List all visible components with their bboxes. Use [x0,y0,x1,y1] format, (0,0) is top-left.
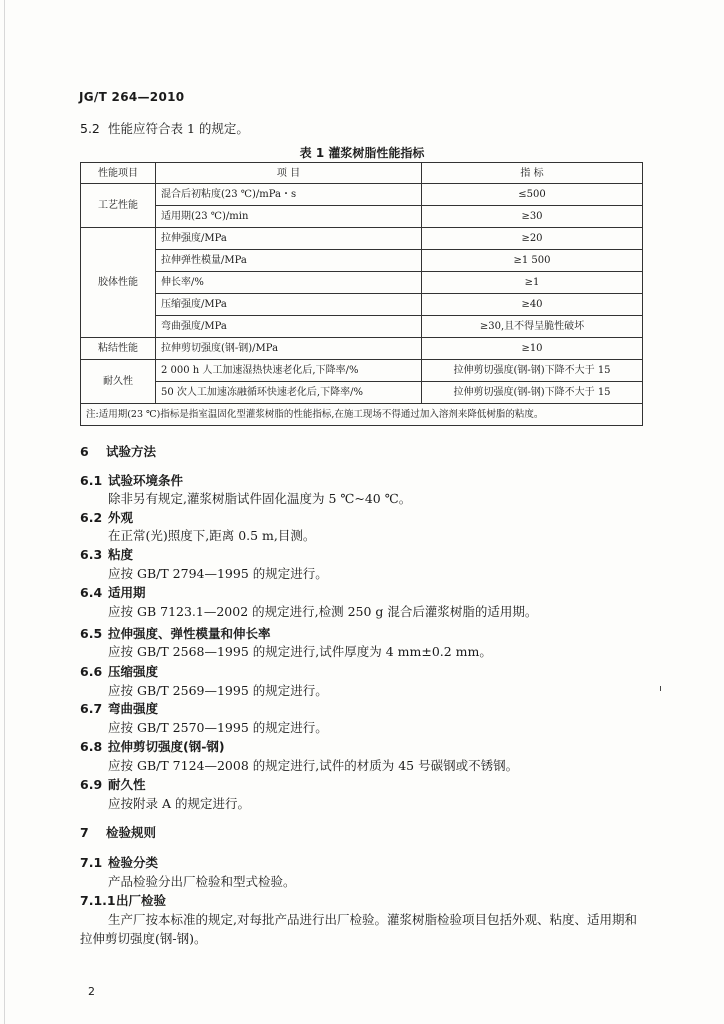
clause-6-6-heading [80,664,158,680]
clause-title: 拉伸剪切强度(钢-钢) [108,739,225,754]
section-title: 试验方法 [106,444,157,459]
clause-6-4-text: 应按 GB 7123.1—2002 的规定进行,检测 250 g 混合后灌浆树脂的适用期。 [108,604,538,619]
value-cell: ≥20 [422,228,643,250]
clause-title: 压缩强度 [108,664,159,679]
category-cell: 胶体性能 [81,228,156,338]
item-cell: 混合后初粘度(23 ℃)/mPa・s [156,184,422,206]
table-row [81,316,643,338]
clause-title: 检验分类 [108,855,159,870]
clause-6-9-heading [80,777,146,793]
table-row [81,250,643,272]
clause-6-8-text: 应按 GB/T 7124—2008 的规定进行,试件的材质为 45 号碳钢或不锈钢。 [108,758,519,773]
clause-title: 弯曲强度 [108,701,159,716]
table-row [81,184,643,206]
clause-5-2 [80,121,249,137]
table-row [81,272,643,294]
clause-6-9-text: 应按附录 A 的规定进行。 [108,796,250,811]
section-6-heading [80,444,156,460]
item-cell: 拉伸弹性模量/MPa [156,250,422,272]
page-number: 2 [88,985,95,998]
clause-6-1-heading [80,473,183,489]
clause-6-5-heading [80,626,271,642]
clause-number: 6.7 [80,701,103,716]
clause-6-1-text: 除非另有规定,灌浆树脂试件固化温度为 5 ℃~40 ℃。 [108,491,412,506]
table-header-row [81,163,643,184]
item-cell: 弯曲强度/MPa [156,316,422,338]
value-cell: ≤500 [422,184,643,206]
clause-number: 7.1.1 [80,893,116,908]
clause-number: 7.1 [80,855,103,870]
item-cell: 拉伸剪切强度(钢-钢)/MPa [156,338,422,360]
table-note-row [81,404,643,426]
clause-6-3-text: 应按 GB/T 2794—1995 的规定进行。 [108,566,328,581]
clause-7-1-heading [80,855,158,871]
clause-number: 6.6 [80,664,103,679]
clause-number: 6.3 [80,547,103,562]
clause-number: 6.8 [80,739,103,754]
clause-number: 6.9 [80,777,103,792]
clause-6-7-text: 应按 GB/T 2570—1995 的规定进行。 [108,720,328,735]
section-title: 检验规则 [106,825,157,840]
table-row [81,360,643,382]
clause-6-2-heading [80,510,133,526]
clause-title: 粘度 [108,547,134,562]
section-number: 6 [80,444,89,459]
table-note: 注:适用期(23 ℃)指标是指室温固化型灌浆树脂的性能指标,在施工现场不得通过加入溶剂来降低树脂的粘度。 [81,404,643,426]
performance-table [80,162,643,426]
value-cell: ≥30 [422,206,643,228]
header-item: 项 目 [156,163,422,184]
clause-title: 拉伸强度、弹性模量和伸长率 [108,626,271,641]
value-cell: ≥30,且不得呈脆性破坏 [422,316,643,338]
standard-code: JG/T 264—2010 [79,90,185,104]
clause-6-2-text: 在正常(光)照度下,距离 0.5 m,目测。 [108,528,316,543]
item-cell: 拉伸强度/MPa [156,228,422,250]
clause-7-1-1-heading [80,893,166,909]
table-caption: 表 1 灌浆树脂性能指标 [299,146,425,160]
value-cell: ≥40 [422,294,643,316]
table-row [81,206,643,228]
clause-6-6-text: 应按 GB/T 2569—1995 的规定进行。 [108,683,328,698]
clause-6-8-heading [80,739,225,755]
value-cell: 拉伸剪切强度(钢-钢)下降不大于 15 [422,360,643,382]
clause-title: 出厂检验 [116,893,167,908]
clause-6-7-heading [80,701,158,717]
section-number: 7 [80,825,89,840]
category-cell: 耐久性 [81,360,156,404]
clause-number: 6.2 [80,510,103,525]
table-row [81,338,643,360]
clause-number: 6.1 [80,473,103,488]
clause-title: 适用期 [108,585,146,600]
header-category: 性能项目 [81,163,156,184]
item-cell: 伸长率/% [156,272,422,294]
scan-mark [660,686,661,691]
category-cell: 粘结性能 [81,338,156,360]
category-cell: 工艺性能 [81,184,156,228]
item-cell: 压缩强度/MPa [156,294,422,316]
clause-7-1-text: 产品检验分出厂检验和型式检验。 [108,874,296,889]
clause-number: 6.5 [80,626,103,641]
clause-text: 性能应符合表 1 的规定。 [108,121,249,136]
header-value: 指 标 [422,163,643,184]
clause-6-4-heading [80,585,146,601]
clause-title: 试验环境条件 [108,473,184,488]
item-cell: 50 次人工加速冻融循环快速老化后,下降率/% [156,382,422,404]
item-cell: 适用期(23 ℃)/min [156,206,422,228]
clause-7-1-1-text-line2: 拉伸剪切强度(钢-钢)。 [80,931,207,946]
value-cell: ≥1 500 [422,250,643,272]
value-cell: 拉伸剪切强度(钢-钢)下降不大于 15 [422,382,643,404]
table-row [81,228,643,250]
section-7-heading [80,825,156,841]
clause-6-5-text: 应按 GB/T 2568—1995 的规定进行,试件厚度为 4 mm±0.2 mm。 [108,644,492,659]
value-cell: ≥10 [422,338,643,360]
item-cell: 2 000 h 人工加速湿热快速老化后,下降率/% [156,360,422,382]
clause-title: 耐久性 [108,777,146,792]
clause-number: 5.2 [80,121,100,136]
table-row [81,382,643,404]
value-cell: ≥1 [422,272,643,294]
clause-title: 外观 [108,510,134,525]
clause-6-3-heading [80,547,133,563]
table-row [81,294,643,316]
clause-number: 6.4 [80,585,103,600]
clause-7-1-1-text-line1: 生产厂按本标准的规定,对每批产品进行出厂检验。灌浆树脂检验项目包括外观、粘度、适用期和 [108,912,637,927]
